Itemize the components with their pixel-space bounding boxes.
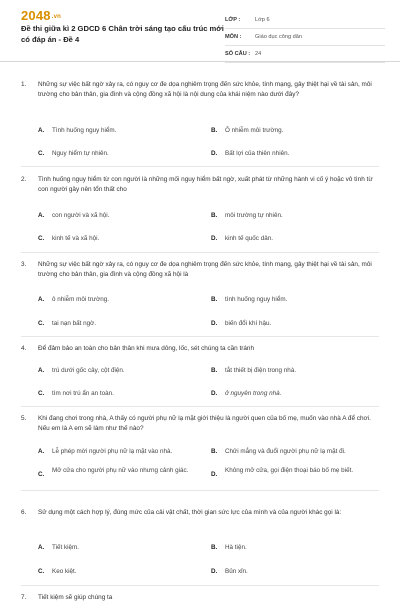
option-b[interactable]: B. tắt thiết bị điện trong nhà. bbox=[211, 367, 297, 374]
divider bbox=[21, 166, 379, 167]
option-a[interactable]: A. con người và xã hội. bbox=[38, 212, 110, 219]
divider bbox=[21, 406, 379, 407]
page-header bbox=[0, 0, 400, 62]
question-text: Những sự việc bất ngờ xảy ra, có nguy cơ đe dọa nghiêm trọng đến sức khỏe, tính mạng, gây thiệt hại về tài sản, môi trường cho bản thân, gia đình và cộng đồng xã hội là nội dung của khái niệm nào dưới đây? bbox=[38, 81, 372, 98]
question-number: 2. bbox=[21, 176, 27, 183]
exam-meta bbox=[225, 12, 385, 63]
option-c[interactable]: C. Keo kiệt. bbox=[38, 568, 77, 575]
question-number: 1. bbox=[21, 81, 27, 88]
option-a[interactable]: A. ô nhiễm môi trường. bbox=[38, 296, 109, 303]
question-text: Để đảm bảo an toàn cho bản thân khi mưa dông, lốc, sét chúng ta cần tránh bbox=[38, 345, 255, 352]
option-c[interactable]: C. Nguy hiểm tự nhiên. bbox=[38, 150, 109, 157]
option-d[interactable]: D. Bất lợi của thiên nhiên. bbox=[211, 150, 290, 157]
option-c[interactable]: C. tai nạn bất ngờ. bbox=[38, 320, 97, 327]
option-b[interactable]: B. môi trường tự nhiên. bbox=[211, 212, 283, 219]
option-a[interactable]: A. Lễ phép mời người phụ nữ lạ mặt vào nhà. bbox=[38, 448, 173, 455]
question-text: Tình huống nguy hiểm từ con người là những mối nguy hiểm bất ngờ, xuất phát từ những hành vi cố ý hoặc vô tình từ con người gây nên tổn thất cho bbox=[38, 176, 373, 193]
option-a[interactable]: A. Tiết kiệm. bbox=[38, 544, 80, 551]
question-number: 4. bbox=[21, 345, 27, 352]
site-logo[interactable]: 2048.vn bbox=[21, 8, 62, 23]
option-b[interactable]: B. tình huống nguy hiểm. bbox=[211, 296, 288, 303]
option-d[interactable]: D. biến đổi khí hậu. bbox=[211, 320, 272, 327]
question-number: 5. bbox=[21, 415, 27, 422]
option-c[interactable]: C. tìm nơi trú ẩn an toàn. bbox=[38, 390, 114, 397]
option-c[interactable]: C. kinh tế và xã hội. bbox=[38, 235, 100, 242]
divider bbox=[21, 585, 379, 586]
question-number: 6. bbox=[21, 509, 27, 516]
divider bbox=[21, 252, 379, 253]
option-d[interactable]: D. Bủn xỉn. bbox=[211, 568, 248, 575]
question-number: 7. bbox=[21, 594, 27, 601]
divider bbox=[21, 490, 379, 491]
meta-row-grade: LỚP : Lớp 6 bbox=[225, 12, 385, 29]
question-text: Tiết kiệm sẽ giúp chúng ta bbox=[38, 594, 113, 601]
option-b[interactable]: B. Chửi mắng và đuổi người phụ nữ lạ mặt đi. bbox=[211, 448, 346, 455]
option-d[interactable]: D. Không mở cửa, gọi điện thoại báo bố mẹ biết. bbox=[211, 467, 354, 478]
option-a[interactable]: A. Tình huống nguy hiểm. bbox=[38, 127, 117, 134]
question-text: Sử dụng một cách hợp lý, đúng mức của cải vật chất, thời gian sức lực của mình và của người khác gọi là: bbox=[38, 509, 342, 516]
divider bbox=[21, 336, 379, 337]
option-c[interactable]: C. Mở cửa cho người phụ nữ vào nhưng cảnh giác. bbox=[38, 467, 189, 478]
option-b[interactable]: B. Hà tiện. bbox=[211, 544, 247, 551]
option-d[interactable]: D. kinh tế quốc dân. bbox=[211, 235, 273, 242]
meta-row-count: SỐ CÂU : 24 bbox=[225, 46, 385, 63]
meta-row-subject: MÔN : Giáo dục công dân bbox=[225, 29, 385, 46]
option-d[interactable]: D. ở nguyên trong nhà. bbox=[211, 390, 282, 397]
question-text: Những sự việc bất ngờ xảy ra, có nguy cơ đe dọa nghiêm trọng đến sức khỏe, tính mạng, gây thiệt hại về tài sản, môi trường cho bản thân, gia đình và cộng đồng xã hội là bbox=[38, 261, 372, 278]
option-a[interactable]: A. trú dưới gốc cây, cột điện. bbox=[38, 367, 125, 374]
question-number: 3. bbox=[21, 261, 27, 268]
option-b[interactable]: B. Ô nhiễm môi trường. bbox=[211, 127, 284, 134]
question-text: Khi đang chơi trong nhà, A thấy có người phụ nữ lạ mặt giới thiệu là người quen của bố mẹ, muốn vào nhà A để chơi. Nếu em là A em sẽ làm như thế nào? bbox=[38, 415, 371, 432]
document-title: Đề thi giữa kì 2 GDCD 6 Chân trời sáng tạo cấu trúc mới có đáp án - Đề 4 bbox=[21, 24, 224, 44]
